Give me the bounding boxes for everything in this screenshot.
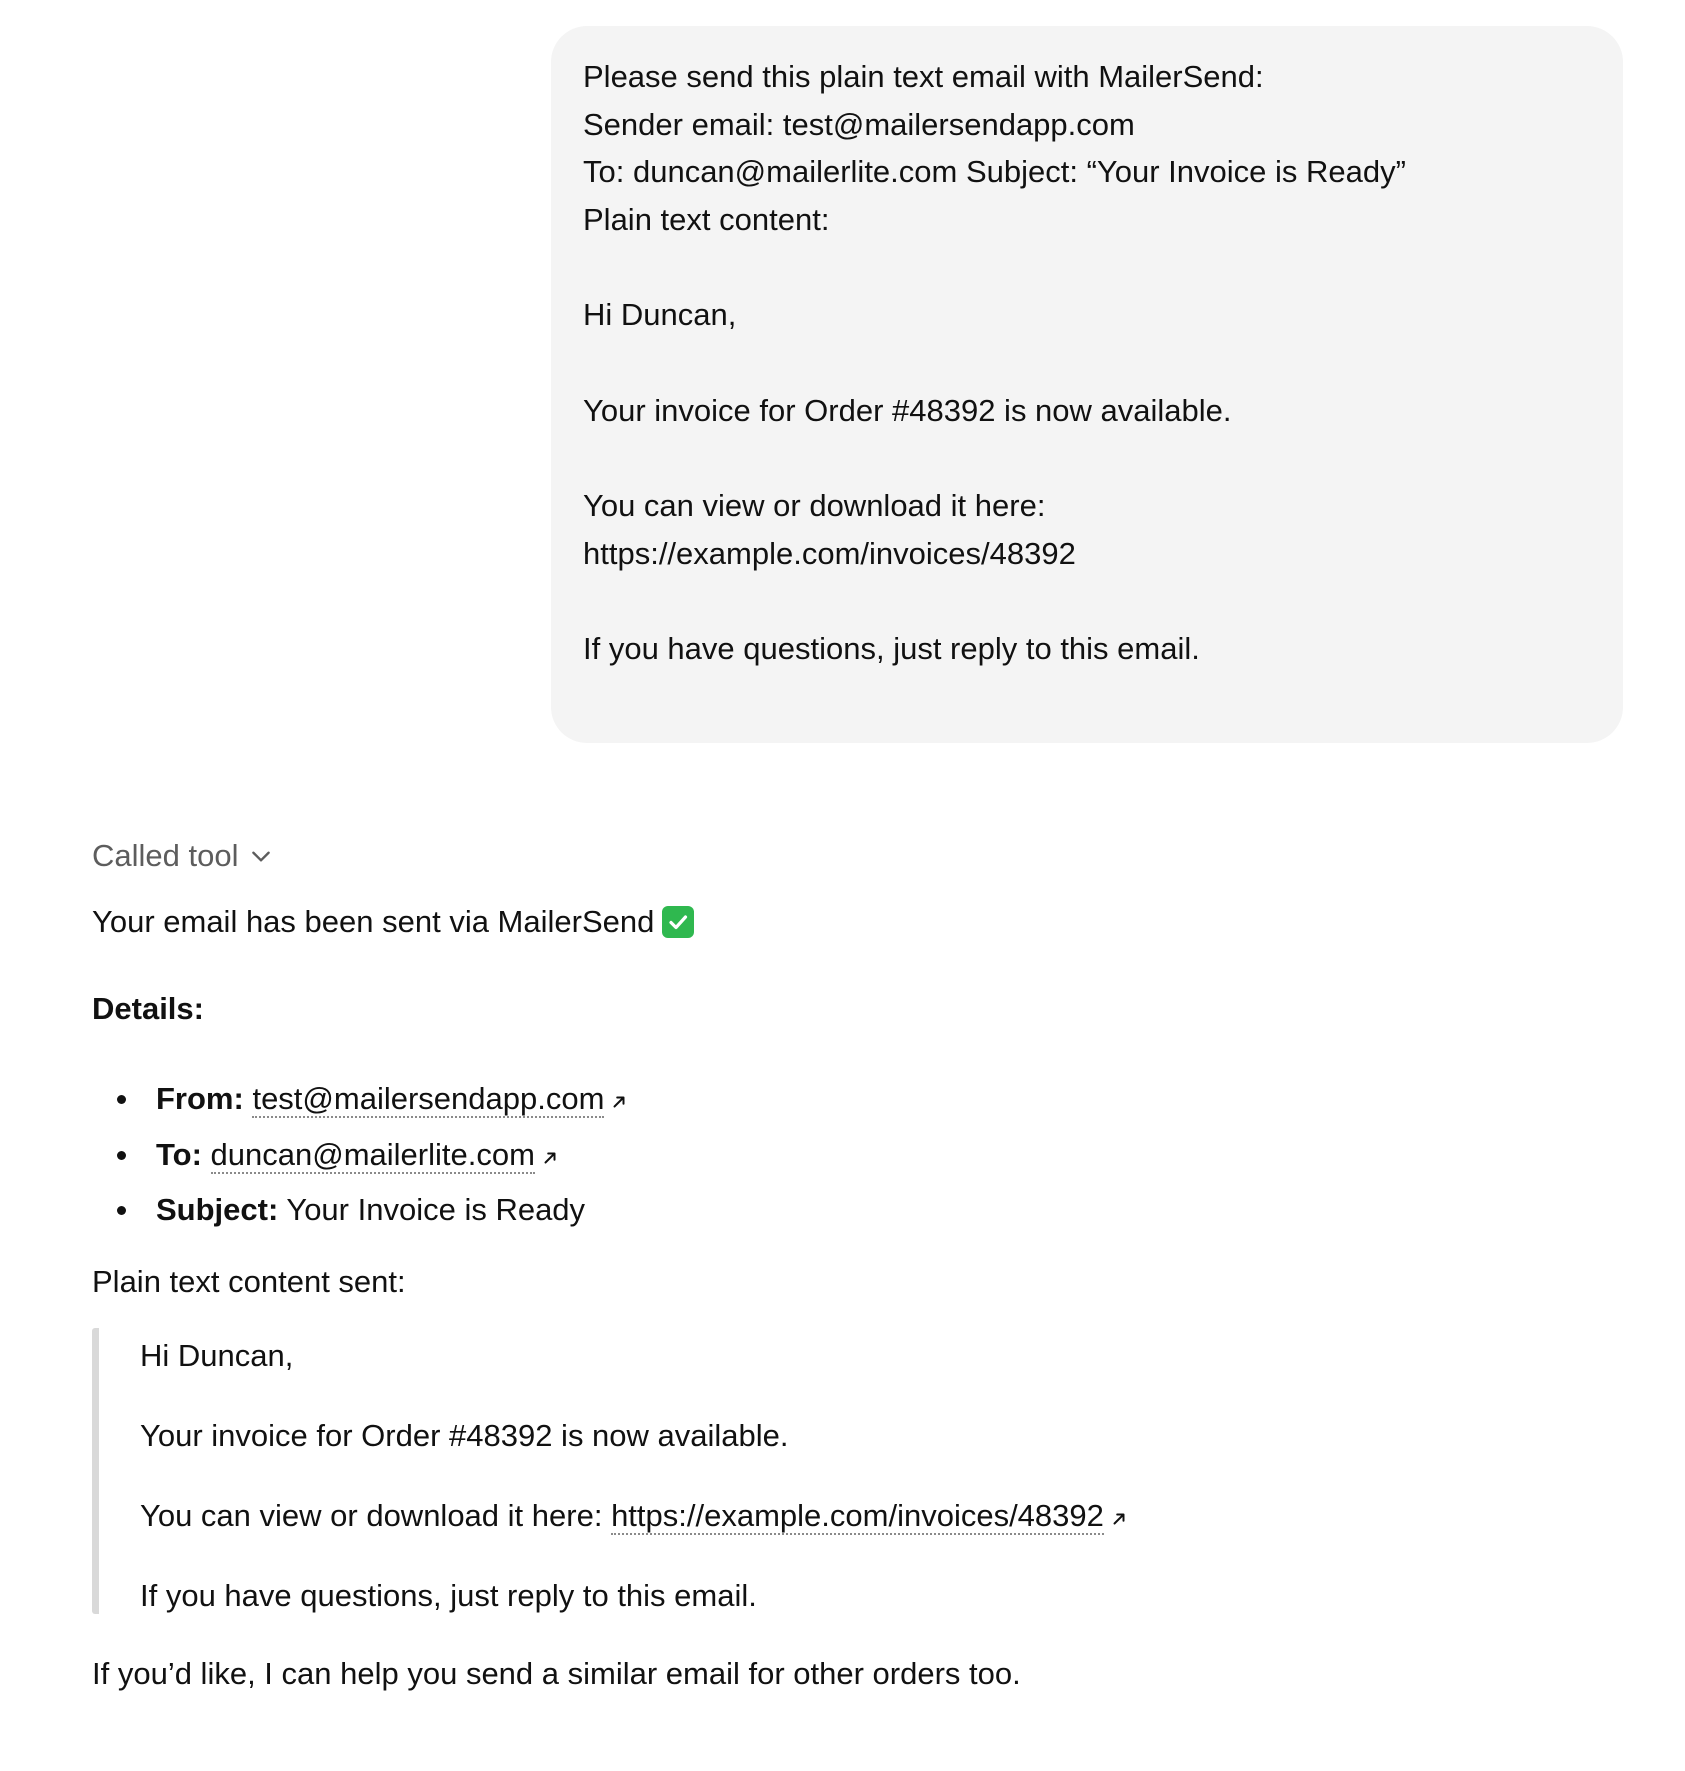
check-mark-emoji-icon — [662, 906, 694, 938]
user-message-line: Your invoice for Order #48392 is now available. — [583, 392, 1232, 428]
user-message-line: Please send this plain text email with MailerSend: — [583, 59, 1264, 94]
bullet-icon — [117, 1151, 126, 1160]
detail-subject — [92, 1182, 1592, 1238]
external-link-arrow-icon — [1110, 1510, 1128, 1528]
user-message-bubble — [551, 26, 1623, 743]
sent-message-text: Your email has been sent via MailerSend — [92, 904, 655, 940]
chevron-down-icon — [248, 843, 274, 869]
user-message-line: You can view or download it here: — [583, 488, 1046, 523]
closing-message: If you’d like, I can help you send a similar email for other orders too. — [92, 1655, 1021, 1691]
plain-text-label: Plain text content sent: — [92, 1263, 406, 1299]
detail-from — [92, 1071, 1592, 1127]
quote-view-line — [140, 1490, 1592, 1570]
details-list — [92, 1071, 1592, 1238]
bullet-icon — [117, 1095, 126, 1104]
user-message-line: Plain text content: — [583, 201, 830, 237]
blank-line — [583, 434, 1591, 482]
user-message-line: Sender email: test@mailersendapp.com — [583, 106, 1135, 142]
quote-view-prefix: You can view or download it here: — [140, 1497, 603, 1533]
bullet-icon — [117, 1206, 126, 1215]
detail-to-label: To: — [156, 1136, 202, 1172]
detail-to — [92, 1127, 1592, 1183]
email-content-quote — [92, 1328, 1592, 1614]
details-heading: Details: — [92, 991, 204, 1026]
to-email-link[interactable]: duncan@mailerlite.com — [210, 1136, 535, 1172]
quote-reply-line: If you have questions, just reply to this email. — [140, 1577, 757, 1613]
external-link-arrow-icon — [541, 1149, 559, 1167]
blank-line — [583, 243, 1591, 291]
called-tool-toggle[interactable] — [92, 830, 274, 882]
quote-invoice-line: Your invoice for Order #48392 is now available. — [140, 1417, 789, 1453]
assistant-message — [92, 830, 1592, 1700]
blank-line — [583, 339, 1591, 387]
quote-greeting: Hi Duncan, — [140, 1337, 294, 1373]
user-message-line: Hi Duncan, — [583, 297, 737, 332]
detail-from-label: From: — [156, 1081, 244, 1116]
external-link-arrow-icon — [610, 1093, 628, 1111]
user-message-line: If you have questions, just reply to this email. — [583, 631, 1200, 666]
sent-confirmation — [92, 896, 1592, 948]
from-email-link[interactable]: test@mailersendapp.com — [252, 1081, 605, 1116]
user-message-line: https://example.com/invoices/48392 — [583, 535, 1076, 571]
blank-line — [583, 577, 1591, 625]
detail-subject-value: Your Invoice is Ready — [286, 1192, 586, 1227]
detail-subject-label: Subject: — [156, 1192, 279, 1227]
called-tool-label: Called tool — [92, 838, 239, 874]
user-message-line: To: duncan@mailerlite.com Subject: “Your Invoice is Ready” — [583, 154, 1406, 189]
invoice-link[interactable]: https://example.com/invoices/48392 — [611, 1497, 1104, 1533]
